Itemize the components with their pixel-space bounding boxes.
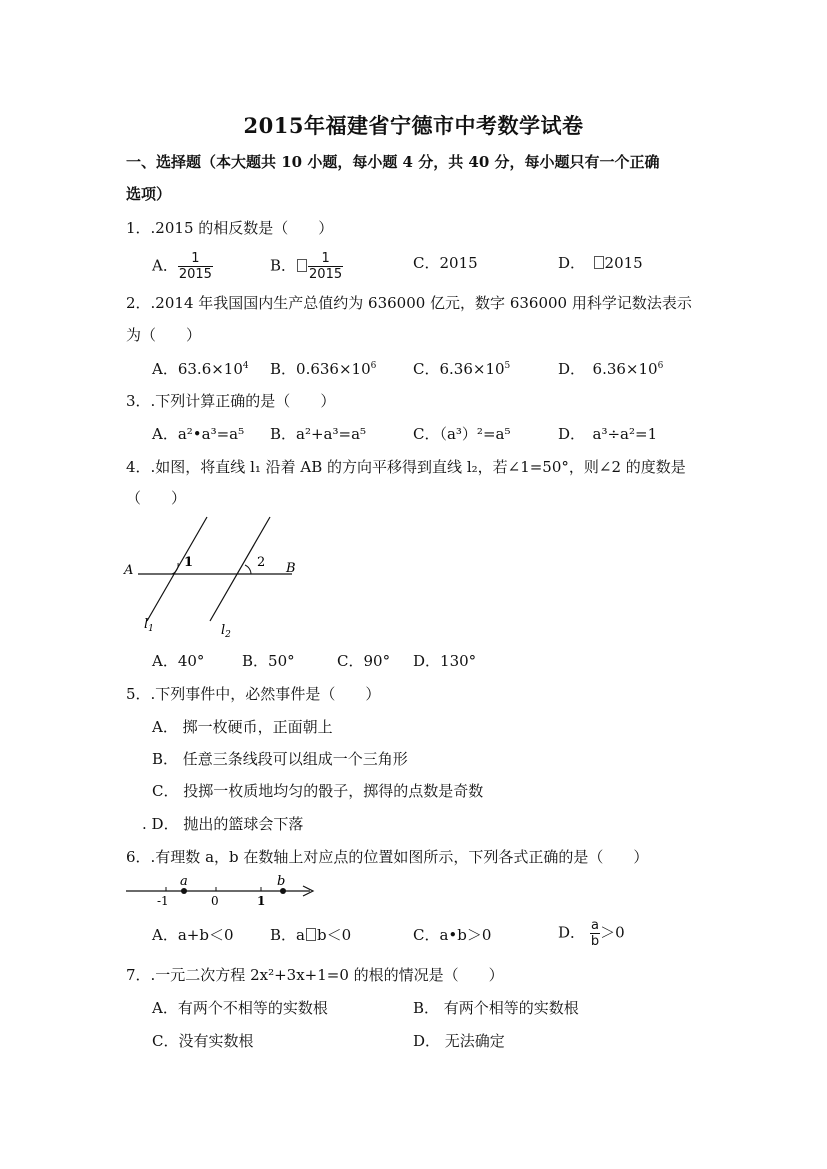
q5-stem: 5．.下列事件中，必然事件是（ ） [126, 685, 381, 703]
missing-glyph-box [297, 259, 307, 272]
q2-stem-line1: 2．.2014 年我国国内生产总值约为 636000 亿元，数字 636000 用科学记数法表示 [126, 294, 692, 312]
q1-b-fraction: $\frac{1}{2015}$ [309, 251, 343, 282]
q5-option-d: . D． 抛出的篮球会下落 [142, 815, 304, 833]
q1-option-b: B． $\frac{1}{2015}$ [270, 251, 343, 282]
q2-stem-line2: 为（ ） [126, 326, 202, 344]
label-one: 1 [257, 894, 266, 908]
q7-stem: 7．.一元二次方程 2x²+3x+1=0 的根的情况是（ ） [126, 966, 504, 984]
q7-option-d: D． 无法确定 [413, 1032, 505, 1050]
q6-d-fraction: $\frac{a}{b}$ [590, 918, 600, 949]
q6-option-c: C．a•b＞0 [413, 926, 492, 944]
section-heading-line2: 选项） [126, 185, 172, 203]
label-point-b: b [277, 874, 286, 889]
q7-option-b: B． 有两个相等的实数根 [413, 999, 579, 1017]
q2-option-b: B．$0.636\times 10^6$ [270, 360, 377, 378]
q2-option-c: C．$6.36\times 10^5$ [413, 360, 511, 378]
q1-option-c: C．2015 [413, 254, 478, 272]
q6-option-a: A．a+b＜0 [152, 926, 234, 944]
q3-stem: 3．.下列计算正确的是（ ） [126, 392, 336, 410]
label-minus1: -1 [157, 894, 169, 908]
q6-stem: 6．.有理数 a，b 在数轴上对应点的位置如图所示，下列各式正确的是（ ） [126, 848, 649, 866]
missing-glyph-box [594, 256, 604, 269]
q5-option-b: B． 任意三条线段可以组成一个三角形 [152, 750, 408, 768]
q6-option-b: B．a b＜0 [270, 926, 352, 944]
label-angle2: 2 [257, 555, 266, 570]
q4-option-b: B．50° [242, 652, 295, 670]
label-a: A [124, 563, 134, 578]
q7-option-a: A．有两个不相等的实数根 [152, 999, 328, 1017]
label-point-a: a [180, 874, 188, 889]
q2-option-a: A．$63.6\times 10^4$ [152, 360, 249, 378]
q1-a-fraction: $\frac{1}{2015}$ [178, 251, 212, 282]
missing-glyph-box [306, 928, 316, 941]
label-angle1: 1 [184, 555, 194, 570]
label-l1: $l_1$ [144, 617, 154, 634]
q5-option-c: C． 投掷一枚质地均匀的骰子，掷得的点数是奇数 [152, 782, 484, 800]
q4-option-d: D．130° [413, 652, 477, 670]
q4-stem-line2: （ ） [126, 489, 187, 507]
page-title: 2015年福建省宁德市中考数学试卷 [243, 113, 584, 138]
q1-stem: 1．.2015 的相反数是（ ） [126, 219, 334, 237]
q4-stem-line1: 4．.如图，将直线 l₁ 沿着 AB 的方向平移得到直线 l₂，若∠1=50°，则∠2 的度数是 [126, 458, 686, 476]
label-l2: $l_2$ [221, 623, 231, 640]
label-b: B [286, 561, 296, 576]
q6-option-d: D． $\frac{a}{b}$ ＞0 [558, 918, 625, 949]
q3-option-d: D． a³÷a²=1 [558, 425, 658, 443]
q3-option-c: C．（a³）²=a⁵ [413, 425, 511, 443]
angle2-arc [245, 565, 251, 574]
q7-option-c: C．没有实数根 [152, 1032, 254, 1050]
q1-option-d: D． 2015 [558, 254, 643, 272]
q4-parallel-lines-figure [120, 508, 310, 643]
angle1-arc [172, 563, 178, 574]
q3-option-b: B．a²+a³=a⁵ [270, 425, 367, 443]
q3-option-a: A．a²•a³=a⁵ [152, 425, 245, 443]
label-zero: 0 [211, 894, 219, 908]
q5-option-a: A． 掷一枚硬币，正面朝上 [152, 718, 333, 736]
q4-option-a: A．40° [152, 652, 205, 670]
q2-option-d: D． $6.36\times 10^6$ [558, 360, 664, 378]
q6-number-line-figure [120, 870, 320, 910]
section-heading-line1: 一、选择题（本大题共 10 小题，每小题 4 分，共 40 分，每小题只有一个正确 [126, 153, 660, 171]
q1-option-a: A． $\frac{1}{2015}$ [152, 251, 212, 282]
q4-option-c: C．90° [337, 652, 391, 670]
